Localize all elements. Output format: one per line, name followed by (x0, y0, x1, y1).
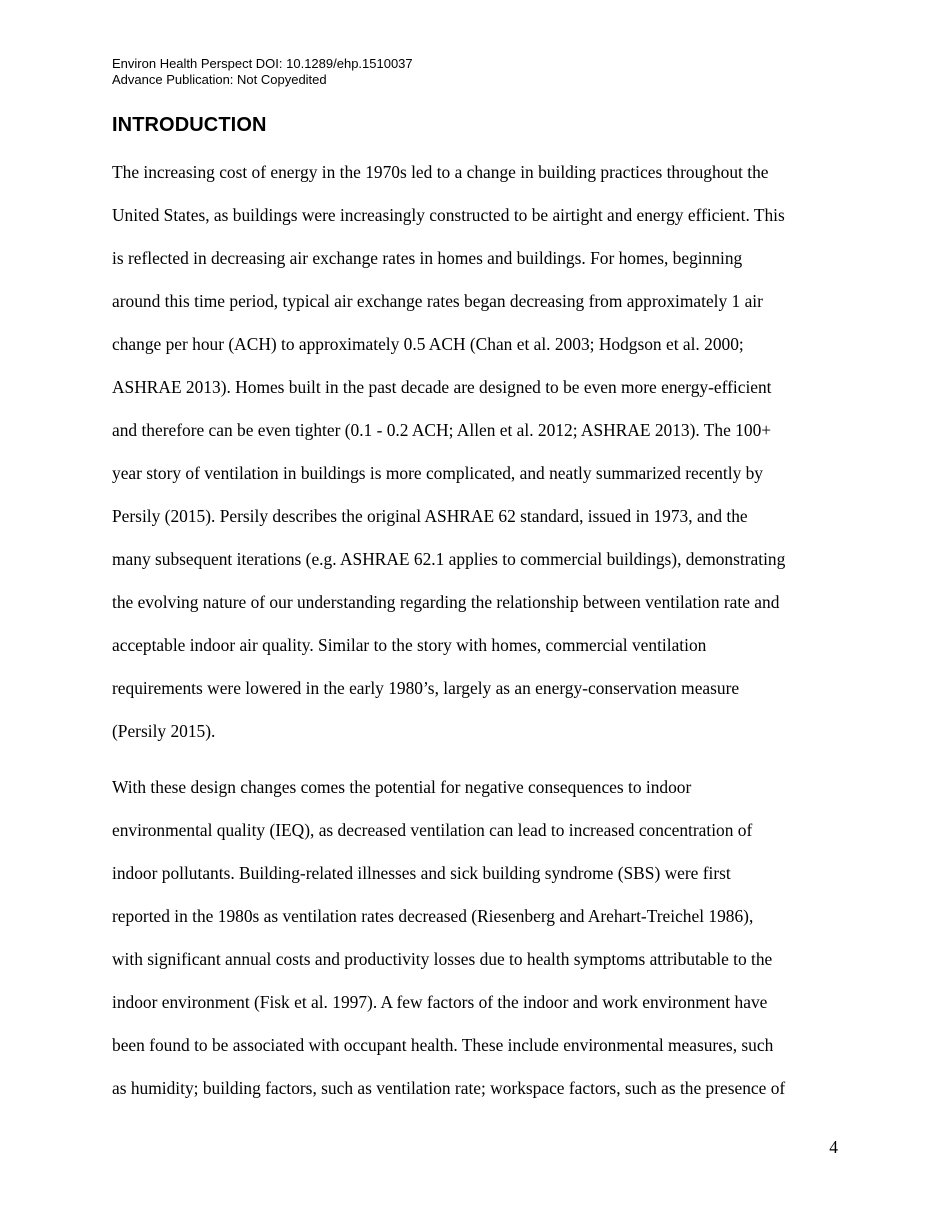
paragraph-2 (112, 766, 852, 1110)
text-line: as humidity; building factors, such as ventilation rate; workspace factors, such as the presence of (112, 1078, 786, 1098)
section-heading: INTRODUCTION (112, 114, 267, 136)
text-line: and therefore can be even tighter (0.1 - 0.2 ACH; Allen et al. 2012; ASHRAE 2013). The 100+ (112, 420, 772, 440)
text-line: the evolving nature of our understanding regarding the relationship between ventilation rate and (112, 592, 780, 612)
text-line: United States, as buildings were increasingly constructed to be airtight and energy efficient. This (112, 205, 785, 225)
text-line: Persily (2015). Persily describes the original ASHRAE 62 standard, issued in 1973, and the (112, 506, 748, 526)
text-line: With these design changes comes the potential for negative consequences to indoor (112, 777, 692, 797)
publication-status-line: Advance Publication: Not Copyedited (112, 72, 327, 87)
paragraph-1 (112, 151, 852, 753)
text-line: indoor pollutants. Building-related illnesses and sick building syndrome (SBS) were first (112, 863, 731, 883)
text-line: indoor environment (Fisk et al. 1997). A few factors of the indoor and work environment have (112, 992, 768, 1012)
text-line: year story of ventilation in buildings is more complicated, and neatly summarized recently by (112, 463, 764, 483)
text-line: many subsequent iterations (e.g. ASHRAE 62.1 applies to commercial buildings), demonstrating (112, 549, 786, 569)
text-line: been found to be associated with occupant health. These include environmental measures, such (112, 1035, 774, 1055)
journal-doi-line: Environ Health Perspect DOI: 10.1289/ehp.1510037 (112, 56, 413, 71)
text-line: The increasing cost of energy in the 1970s led to a change in building practices throughout the (112, 162, 769, 182)
text-line: (Persily 2015). (112, 721, 216, 741)
page-number: 4 (829, 1137, 838, 1157)
text-line: change per hour (ACH) to approximately 0.5 ACH (Chan et al. 2003; Hodgson et al. 2000; (112, 334, 744, 354)
text-line: around this time period, typical air exchange rates began decreasing from approximately 1 air (112, 291, 763, 311)
text-line: requirements were lowered in the early 1980’s, largely as an energy-conservation measure (112, 678, 740, 698)
text-line: environmental quality (IEQ), as decreased ventilation can lead to increased concentration of (112, 820, 753, 840)
text-line: ASHRAE 2013). Homes built in the past decade are designed to be even more energy-efficient (112, 377, 772, 397)
text-line: acceptable indoor air quality. Similar to the story with homes, commercial ventilation (112, 635, 707, 655)
text-line: is reflected in decreasing air exchange rates in homes and buildings. For homes, beginning (112, 248, 743, 268)
text-line: reported in the 1980s as ventilation rates decreased (Riesenberg and Arehart-Treichel 1986), (112, 906, 754, 926)
text-line: with significant annual costs and productivity losses due to health symptoms attributable to the (112, 949, 773, 969)
running-header (112, 56, 413, 88)
